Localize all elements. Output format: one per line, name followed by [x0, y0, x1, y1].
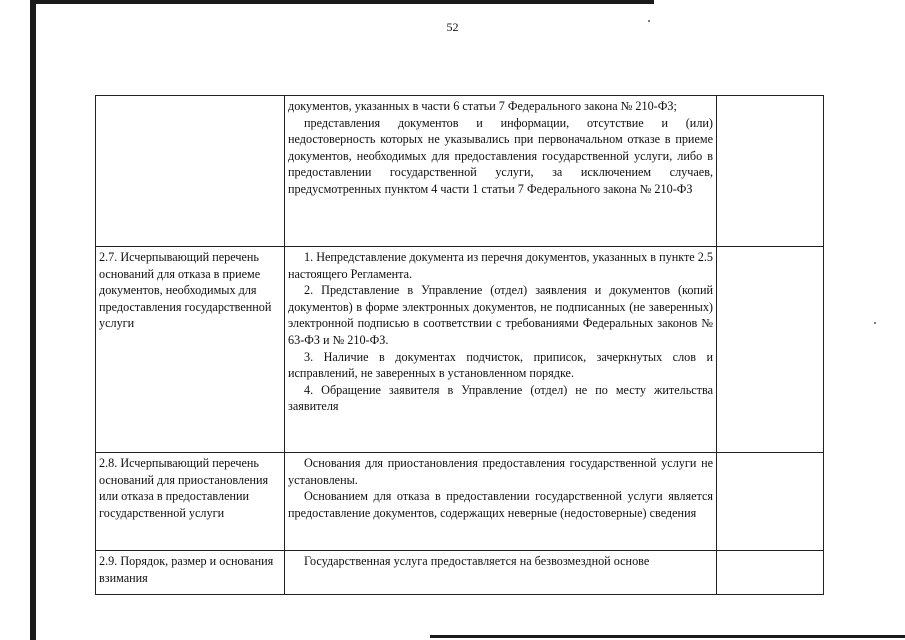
regulation-table [95, 95, 824, 595]
row-content [285, 247, 717, 453]
row-label: 2.7. Исчерпывающий перечень оснований для отказа в приеме документов, необходимых для предоставления государственной услуги [96, 247, 285, 453]
paragraph: 3. Наличие в документах подчисток, приписок, зачеркнутых слов и исправлений, не заверенных в установленном порядке. [288, 349, 713, 381]
paragraph: представления документов и информации, отсутствие и (или) недостоверность которых не указывались при первоначальном отказе в приеме документов, необходимых для предоставления государственной услуги, либо в предоставлении государственной услуги, за исключением случаев, предусмотренных пунктом 4 части 1 статьи 7 Федерального закона № 210-ФЗ [288, 115, 713, 196]
paragraph: Основанием для отказа в предоставлении государственной услуги является предоставление документов, содержащих неверные (недостоверные) сведения [288, 489, 713, 520]
table-row [96, 96, 824, 247]
row-content [285, 551, 717, 595]
row-note [717, 96, 824, 247]
row-label [96, 96, 285, 247]
scan-edge-left [30, 0, 36, 640]
scan-speck [874, 322, 876, 324]
row-label: 2.9. Порядок, размер и основания взимания [96, 551, 285, 595]
scan-edge-top [34, 0, 654, 4]
paragraph: 2. Представление в Управление (отдел) заявления и документов (копий документов) в форме электронных документов, не подписанных (не заверенных) электронной подписью в соответствии с требованиями Федеральных законов № 63-ФЗ и № 210-ФЗ. [288, 283, 713, 347]
row-content [285, 453, 717, 551]
page-number: 52 [446, 20, 459, 34]
row-note [717, 247, 824, 453]
paragraph: документов, указанных в части 6 статьи 7 Федерального закона № 210-ФЗ; [288, 99, 677, 113]
table-row [96, 453, 824, 551]
paragraph: Государственная услуга предоставляется на безвозмездной основе [304, 554, 650, 568]
paragraph: Основания для приостановления предоставления государственной услуги не установлены. [288, 456, 713, 487]
table-row [96, 247, 824, 453]
paragraph: 4. Обращение заявителя в Управление (отдел) не по месту жительства заявителя [288, 382, 713, 414]
row-note [717, 453, 824, 551]
row-note [717, 551, 824, 595]
scan-edge-bottom [430, 635, 905, 638]
row-label: 2.8. Исчерпывающий перечень оснований для приостановления или отказа в предоставлении государственной услуги [96, 453, 285, 551]
table-row [96, 551, 824, 595]
paragraph: 1. Непредставление документа из перечня документов, указанных в пункте 2.5 настоящего Регламента. [288, 250, 713, 281]
row-content [285, 96, 717, 247]
